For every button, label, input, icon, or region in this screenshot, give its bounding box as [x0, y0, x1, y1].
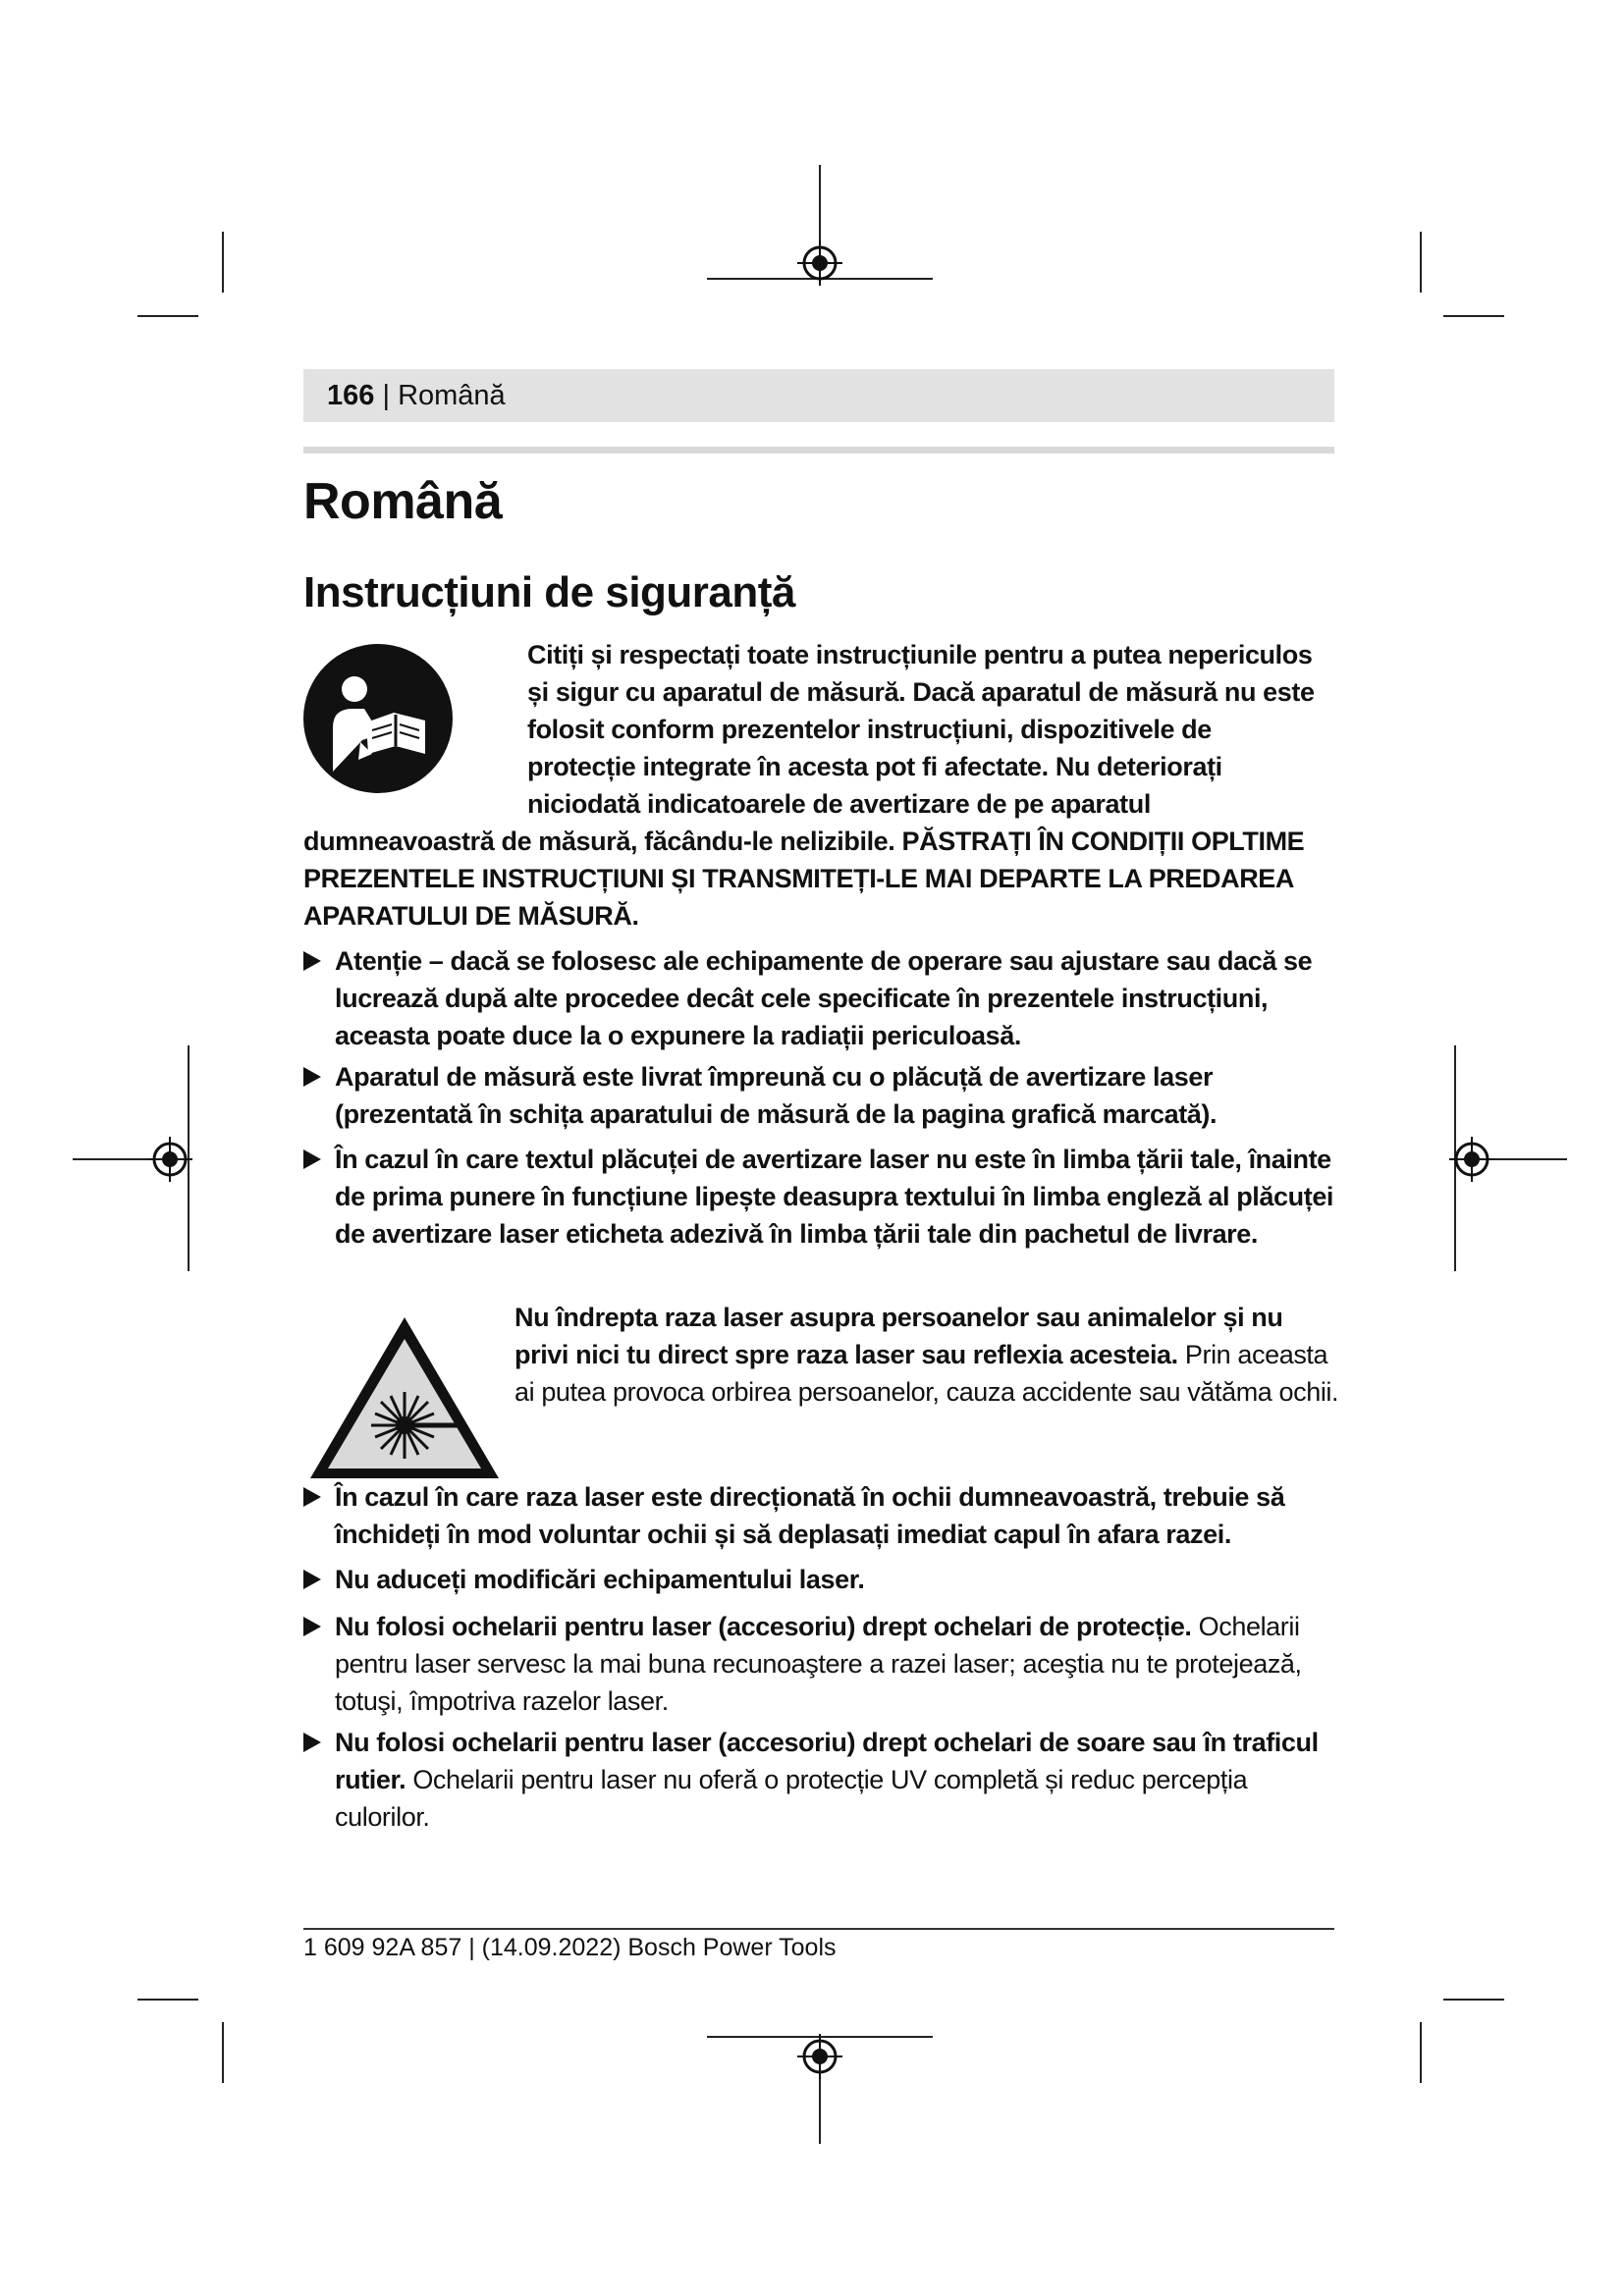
list-item	[303, 942, 1344, 1054]
header-separator: |	[382, 380, 390, 411]
registration-mark-icon	[797, 2034, 842, 2079]
crop-mark	[1420, 2022, 1422, 2083]
header-rule	[303, 447, 1334, 454]
crop-mark	[137, 1999, 198, 2001]
intro-continuation	[303, 823, 1344, 934]
laser-warning-bold: Nu îndrepta raza laser asupra persoanelor sau animalelor și nu privi nici tu direct spre raza laser sau reflexia acesteia.	[514, 1303, 1283, 1369]
crop-mark	[222, 2022, 224, 2083]
list-item	[303, 1608, 1344, 1720]
page-header	[327, 379, 506, 412]
crop-mark	[1443, 315, 1504, 317]
header-language: Română	[398, 380, 506, 411]
page-number: 166	[327, 380, 375, 411]
bullet-arrow-icon	[303, 1570, 321, 1589]
bullet-normal-text: Ochelarii pentru laser servesc la mai buna recunoaştere a razei laser; aceştia nu te protejează, totuşi, împotriva razelor laser.	[335, 1612, 1302, 1716]
laser-warning-normal: Prin aceasta ai putea provoca orbirea persoanelor, cauza accidente sau vătăma ochii.	[514, 1340, 1339, 1407]
bullet-arrow-icon	[303, 1487, 321, 1507]
bullet-arrow-icon	[303, 951, 321, 971]
bullet-arrow-icon	[303, 1617, 321, 1636]
list-item	[303, 1561, 1344, 1598]
intro-line: Citiți și respectați toate instrucțiunile pentru a putea nepericulos	[527, 640, 1313, 669]
intro-line: dumneavoastră de măsură, făcându-le nelizibile. PĂSTRAȚI ÎN CONDIȚII OPLTIME	[303, 827, 1305, 856]
bullet-bold-text: În cazul în care textul plăcuței de avertizare laser nu este în limba țării tale, înainte de prima punere în funcțiune lipește deasupra textului în limba engleză al plăcuței de avertizare laser eticheta adezivă în limba țării tale din pachetul de livrare.	[335, 1145, 1334, 1249]
section-title: Instrucțiuni de siguranță	[303, 568, 795, 616]
bullet-arrow-icon	[303, 1149, 321, 1169]
bullet-bold-text: Nu folosi ochelarii pentru laser (accesoriu) drept ochelari de soare sau în traficul rutier.	[335, 1728, 1319, 1794]
bullet-arrow-icon	[303, 1733, 321, 1752]
page-title: Română	[303, 473, 503, 530]
intro-line: PREZENTELE INSTRUCȚIUNI ȘI TRANSMITEȚI-LE MAI DEPARTE LA PREDAREA	[303, 864, 1295, 893]
read-manual-icon	[303, 644, 453, 793]
list-item	[303, 1478, 1344, 1553]
list-item	[303, 1141, 1344, 1253]
laser-warning-text	[514, 1299, 1339, 1411]
bullet-bold-text: Nu folosi ochelarii pentru laser (accesoriu) drept ochelari de protecție.	[335, 1612, 1192, 1641]
registration-mark-icon	[147, 1137, 192, 1182]
crop-mark	[73, 1158, 147, 1160]
intro-line: folosit conform prezentelor instrucțiuni, dispozitivele de	[527, 715, 1212, 744]
intro-line: APARATULUI DE MĂSURĂ.	[303, 901, 639, 931]
bullet-normal-text: Ochelarii pentru laser nu oferă o protecție UV completă și reduc percepția culorilor.	[335, 1765, 1248, 1832]
bullet-bold-text: Nu aduceți modificări echipamentului laser.	[335, 1565, 865, 1594]
bullet-bold-text: În cazul în care raza laser este direcționată în ochii dumneavoastră, trebuie să închideți în mod voluntar ochii și să deplasați imediat capul în afara razei.	[335, 1482, 1285, 1549]
crop-mark	[222, 232, 224, 293]
intro-line: protecție integrate în acesta pot fi afectate. Nu deteriorați	[527, 752, 1222, 781]
registration-mark-icon	[797, 240, 842, 286]
laser-warning-icon	[306, 1311, 503, 1483]
bullet-bold-text: Atenție – dacă se folosesc ale echipamente de operare sau ajustare sau dacă se lucrează după alte procedee decât cele specificate în prezentele instrucțiuni, aceasta poate duce la o expunere la radiații periculoasă.	[335, 946, 1313, 1050]
intro-paragraph	[527, 636, 1342, 823]
crop-mark	[1492, 1158, 1567, 1160]
crop-mark	[1420, 232, 1422, 293]
crop-mark	[137, 315, 198, 317]
intro-line: și sigur cu aparatul de măsură. Dacă aparatul de măsură nu este	[527, 677, 1315, 707]
crop-mark	[1443, 1999, 1504, 2001]
list-item	[303, 1058, 1344, 1133]
bullet-bold-text: Aparatul de măsură este livrat împreună cu o plăcuță de avertizare laser (prezentată în schița aparatului de măsură de la pagina grafică marcată).	[335, 1062, 1218, 1129]
registration-mark-icon	[1449, 1137, 1494, 1182]
page-footer: 1 609 92A 857 | (14.09.2022) Bosch Power Tools	[303, 1934, 837, 1961]
crop-mark	[819, 165, 821, 234]
intro-line: niciodată indicatoarele de avertizare de pe aparatul	[527, 789, 1151, 819]
bullet-arrow-icon	[303, 1067, 321, 1087]
list-item	[303, 1724, 1344, 1836]
footer-rule	[303, 1928, 1334, 1930]
